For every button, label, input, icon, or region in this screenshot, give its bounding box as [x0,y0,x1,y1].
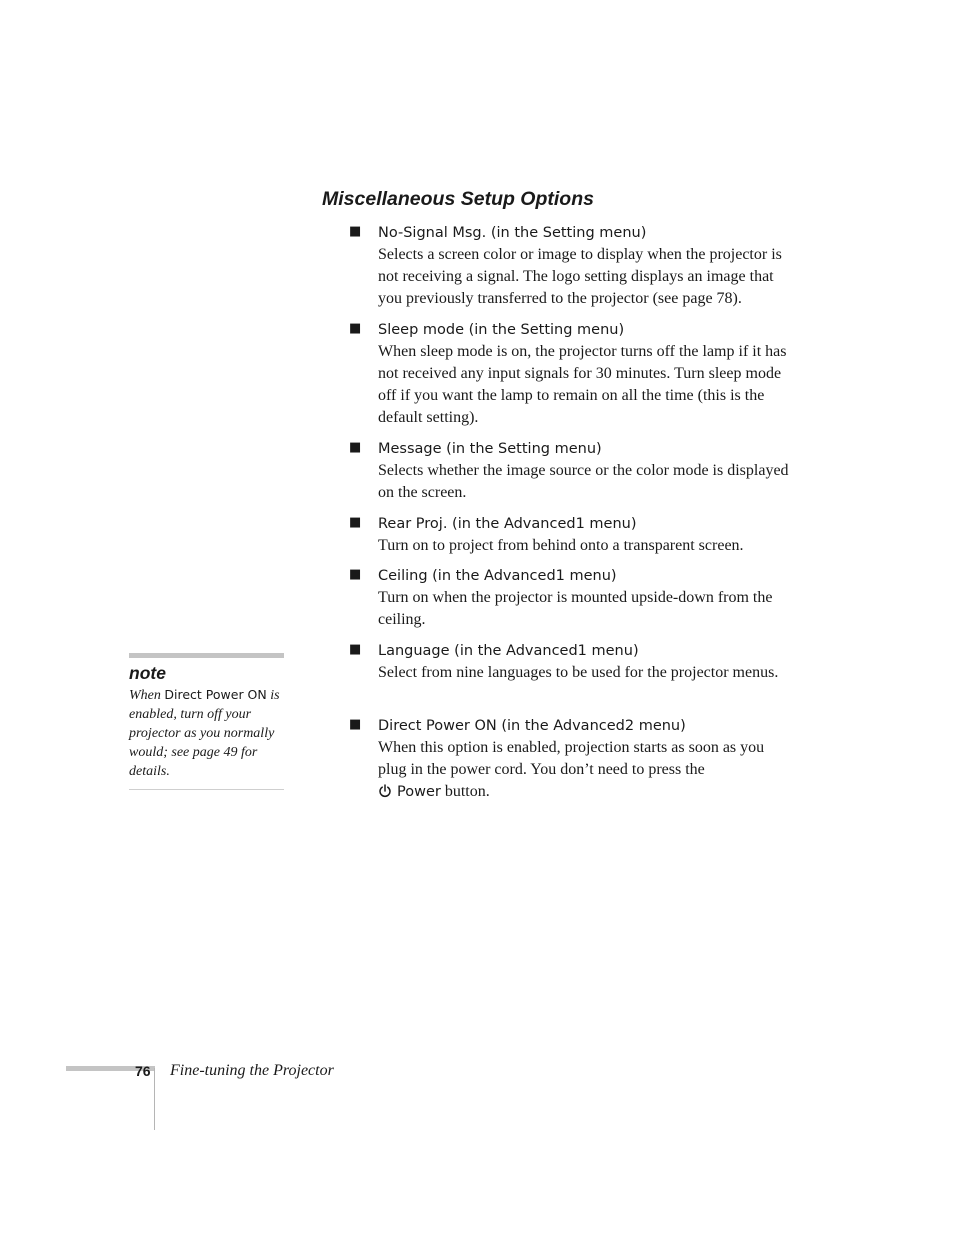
option-heading: Direct Power ON (in the Advanced2 menu) [378,718,686,734]
bullet: ■ [349,717,362,732]
option-item-sleep-mode [349,320,789,429]
note-lead: When [129,688,165,703]
bullet: ■ [349,224,362,239]
option-item-message [349,439,789,504]
footer-divider [154,1068,155,1130]
option-description: Selects whether the image source or the color mode is displayed on the screen. [378,462,789,501]
option-heading: Sleep mode (in the Setting menu) [378,322,625,338]
option-description [378,737,789,805]
option-heading: Language (in the Advanced1 menu) [378,643,639,659]
option-item-language [349,641,789,684]
note-title: note [129,663,166,683]
option-item-no-signal [349,223,789,310]
bullet: ■ [349,321,362,336]
bullet: ■ [349,642,362,657]
option-heading: Ceiling (in the Advanced1 menu) [378,568,617,584]
power-icon [378,783,392,805]
option-item-direct-power [349,716,789,805]
note-term: Direct Power ON [164,687,267,702]
option-heading: Message (in the Setting menu) [378,441,602,457]
option-heading: No-Signal Msg. (in the Setting menu) [378,225,647,241]
page-number: 76 [135,1063,151,1079]
note-bottom-rule [129,789,284,790]
option-description: Turn on when the projector is mounted upside-down from the ceiling. [378,589,773,628]
bullet: ■ [349,567,362,582]
option-description: Select from nine languages to be used for the projector menus. [378,664,779,681]
option-heading: Rear Proj. (in the Advanced1 menu) [378,516,637,532]
option-description: When sleep mode is on, the projector turns off the lamp if it has not received any input signals for 30 minutes. Turn sleep mode off if you want the lamp to remain on all the time (this is the default setting). [378,343,787,426]
note-box [129,653,284,790]
power-button-label: Power [397,784,441,800]
option-description-end: button. [440,783,490,800]
note-rest: is enabled, turn off your projector as you normally would; see page 49 for details. [129,688,280,779]
option-description: Selects a screen color or image to display when the projector is not receiving a signal. The logo setting displays an image that you previously transferred to the projector (see page 78). [378,246,782,307]
option-description: Turn on to project from behind onto a transparent screen. [378,537,744,554]
option-item-rear-proj [349,514,789,557]
option-description-text: When this option is enabled, projection starts as soon as you plug in the power cord. You don’t need to press the [378,739,765,778]
chapter-title: Fine-tuning the Projector [170,1062,334,1079]
bullet: ■ [349,440,362,455]
note-top-bar [129,653,284,658]
bullet: ■ [349,515,362,530]
note-text [129,685,284,781]
section-title: Miscellaneous Setup Options [322,188,594,210]
option-item-ceiling [349,566,789,631]
